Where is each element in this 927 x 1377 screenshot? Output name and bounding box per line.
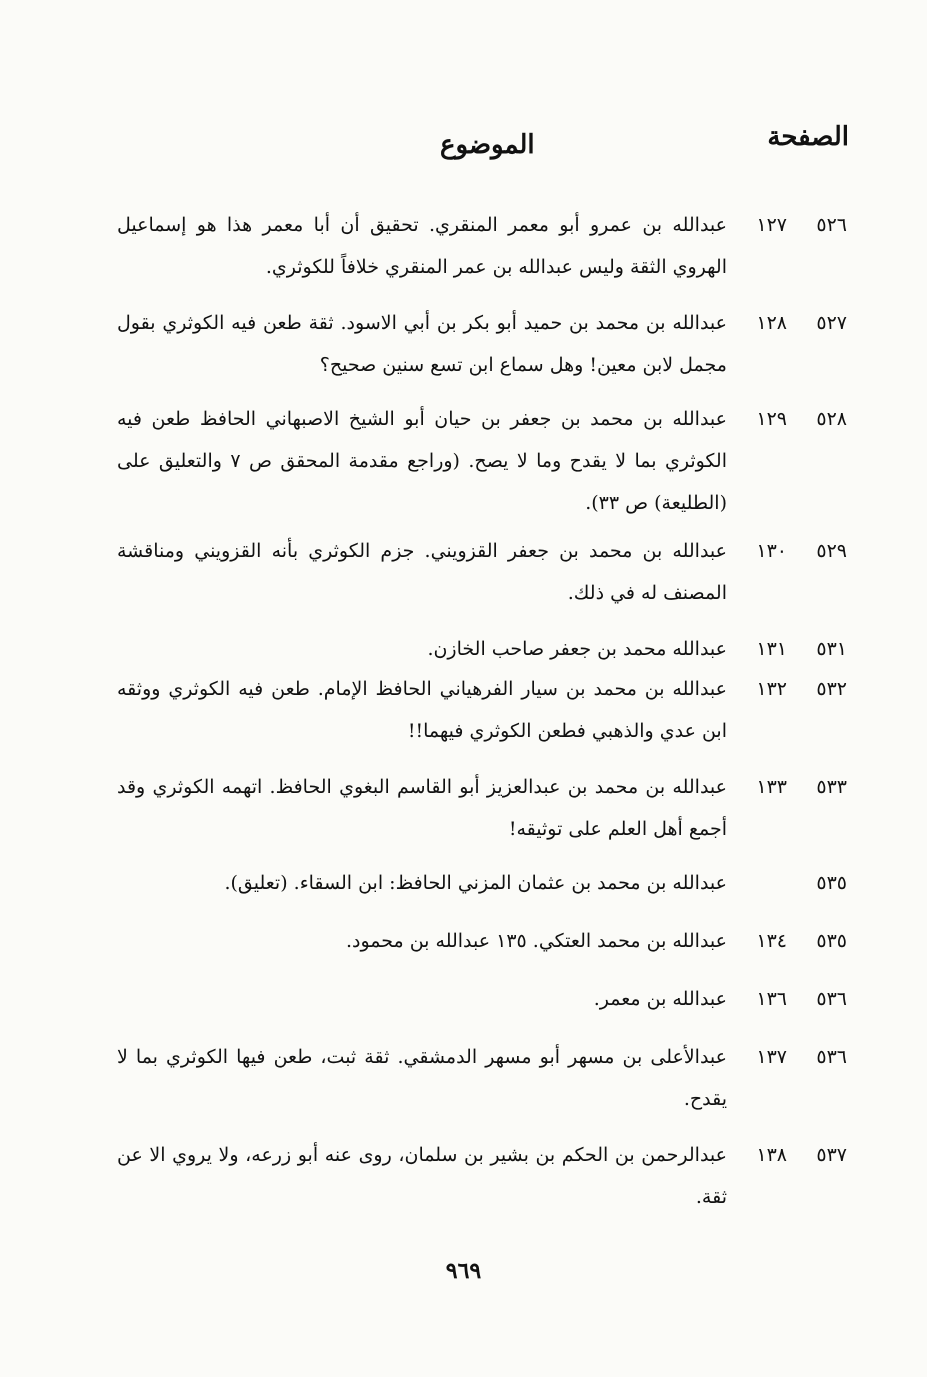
entry-page-number: ٥٣١	[816, 638, 847, 660]
entry-number: ١٣٦	[756, 988, 787, 1010]
entry-number: ١٣٨	[756, 1144, 787, 1166]
entry-number: ١٢٨	[756, 312, 787, 334]
entry-text: عبدالله بن محمد بن جعفر القزويني. جزم الكوثري بأنه القزويني ومناقشة المصنف له في ذلك.	[117, 540, 727, 604]
entry-page-number: ٥٣٣	[816, 776, 847, 798]
entry-page-number: ٥٢٧	[816, 312, 847, 334]
entry-text: عبدالأعلى بن مسهر أبو مسهر الدمشقي. ثقة ثبت، طعن فيها الكوثري بما لا يقدح.	[117, 1046, 727, 1110]
page-number-footer: ٩٦٩	[445, 1258, 482, 1284]
entry-page-number: ٥٣٢	[816, 678, 847, 700]
entry-text: عبدالله بن محمد بن عبدالعزيز أبو القاسم البغوي الحافظ. اتهمه الكوثري وقد أجمع أهل العلم على توثيقه!	[117, 776, 727, 840]
entry-page-number: ٥٢٦	[816, 214, 847, 236]
entry-text: عبدالله بن محمد بن عثمان المزني الحافظ: ابن السقاء. (تعليق).	[224, 872, 727, 894]
entry-number: ١٣٤	[756, 930, 787, 952]
entry-page-number: ٥٣٦	[816, 1046, 847, 1068]
entry-page-number: ٥٣٦	[816, 988, 847, 1010]
entry-number: ١٢٩	[756, 408, 787, 430]
entry-page-number: ٥٣٥	[816, 930, 847, 952]
entry-text: عبدالرحمن بن الحكم بن بشير بن سلمان، روى عنه أبو زرعه، ولا يروي الا عن ثقة.	[117, 1144, 727, 1208]
entry-text: عبدالله بن محمد بن جعفر بن حيان أبو الشيخ الاصبهاني الحافظ طعن فيه الكوثري بما لا يقدح وما لا يصح. (وراجع مقدمة المحقق ص ٧ والتعليق على (الطليعة) ص ٣٣).	[117, 408, 727, 514]
entry-number: ١٢٧	[756, 214, 787, 236]
entry-text: عبدالله بن محمد العتكي. ١٣٥ عبدالله بن محمود.	[345, 930, 727, 952]
entry-text: عبدالله بن معمر.	[593, 988, 727, 1010]
entry-number: ١٣٠	[756, 540, 787, 562]
entry-number: ١٣٣	[756, 776, 787, 798]
page-column-header: الصفحة	[767, 122, 849, 152]
entry-number: ١٣٧	[756, 1046, 787, 1068]
entry-page-number: ٥٢٨	[816, 408, 847, 430]
topic-column-header: الموضوع	[440, 130, 535, 160]
entry-page-number: ٥٣٧	[816, 1144, 847, 1166]
entry-number: ١٣٢	[756, 678, 787, 700]
entry-text: عبدالله بن محمد بن سيار الفرهياني الحافظ الإمام. طعن فيه الكوثري ووثقه ابن عدي والذهبي فطعن الكوثري فيهما!!	[117, 678, 727, 742]
entry-page-number: ٥٣٥	[816, 872, 847, 894]
entry-number: ١٣١	[756, 638, 787, 660]
entry-text: عبدالله محمد بن جعفر صاحب الخازن.	[427, 638, 727, 660]
entry-text: عبدالله بن عمرو أبو معمر المنقري. تحقيق أن أبا معمر هذا هو إسماعيل الهروي الثقة وليس عبدالله بن عمر المنقري خلافاً للكوثري.	[117, 214, 727, 278]
entry-text: عبدالله بن محمد بن حميد أبو بكر بن أبي الاسود. ثقة طعن فيه الكوثري بقول مجمل لابن معين! وهل سماع ابن تسع سنين صحيح؟	[117, 312, 727, 376]
entry-page-number: ٥٢٩	[816, 540, 847, 562]
